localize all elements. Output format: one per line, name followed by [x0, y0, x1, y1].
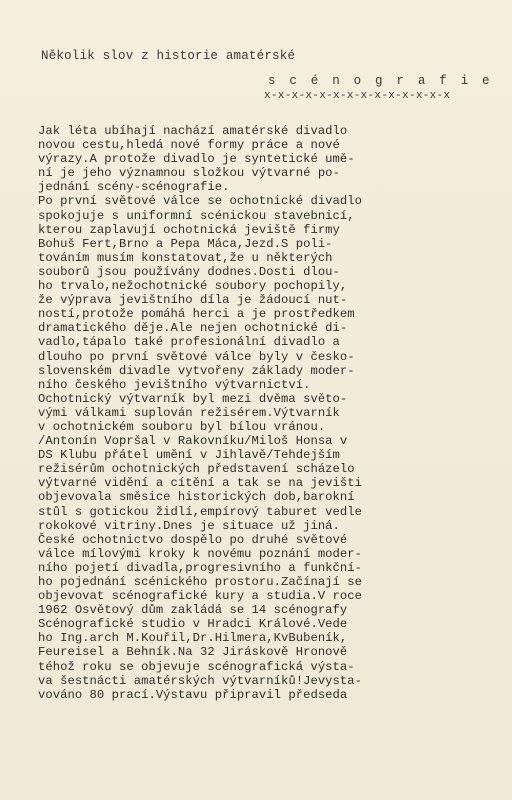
text-line: Scénografické studio v Hradci Králové.Vede: [38, 617, 348, 632]
text-line: v ochotnickém souboru byl bílou vránou.: [38, 419, 326, 434]
text-line: jednání scény-scénografie.: [38, 180, 230, 195]
text-line: vováno 80 prací.Výstavu připravil předseda: [38, 687, 348, 702]
text-line: stůl s gotickou židlí,empírový taburet vedle: [38, 504, 363, 519]
text-line: Ochotnický výtvarník byl mezi dvěma světo-: [38, 391, 348, 406]
text-line: 1962 Osvětový dům zakládá se 14 scénografy: [38, 603, 348, 618]
text-line: válce mílovými kroky k novému poznání moder-: [38, 546, 363, 561]
text-line: ností,protože pomáhá herci a je prostředkem: [38, 307, 355, 322]
text-line: objevovala směsice historických dob,barokní: [38, 490, 355, 505]
text-line: rokokové vitriny.Dnes je situace už jiná.: [38, 518, 340, 533]
text-line: vadlo,tápalo také profesionální divadlo a: [38, 335, 340, 350]
text-line: Feureisel a Behník.Na 32 Jiráskově Hronově: [38, 645, 348, 660]
text-line: Po první světové válce se ochotnické divadlo: [38, 194, 363, 209]
text-line: vými válkami suplován režisérem.Výtvarník: [38, 405, 340, 420]
text-line: ní je jeho významnou složkou výtvarné po-: [38, 166, 340, 181]
text-line: souborů jsou používány dodnes.Dosti dlou-: [38, 264, 340, 279]
document-title: Několik slov z historie amatérské: [41, 49, 296, 63]
subtitle-underline: x-x-x-x-x-x-x-x-x-x-x-x-x-x: [264, 90, 451, 102]
text-line: /Antonín Vopršal v Rakovníku/Miloš Honsa v: [38, 434, 348, 449]
text-line: továním musím konstatovat,že u některých: [38, 250, 333, 265]
text-line: spokojuje s uniformní scénickou stavebnicí,: [38, 208, 355, 223]
text-line: téhož roku se objevuje scénografická výsta-: [38, 659, 355, 674]
document-body: [38, 124, 478, 702]
text-line: ho pojednání scénického prostoru.Začínají se: [38, 575, 363, 589]
text-line: že výprava jevištního díla je žádoucí nut-: [38, 293, 348, 308]
text-line: Jak léta ubíhají nachází amatérské divadlo: [38, 124, 348, 138]
text-line: České ochotnictvo dospělo po druhé světové: [38, 532, 348, 547]
text-line: ního českého jevištního výtvarnictví.: [38, 377, 311, 392]
text-line: výrazy.A protože divadlo je syntetické umě-: [38, 152, 355, 167]
text-line: režisérům ochotnických představení scházelo: [38, 462, 355, 477]
text-line: ního pojetí divadla,progresivního a funkční-: [38, 560, 363, 575]
text-line: výtvarné vidění a cítění a tak se na jevišti: [38, 476, 363, 491]
text-line: slovenském divadle vytvořeny základy moder-: [38, 363, 355, 378]
text-line: novou cestu,hledá nové formy práce a nové: [38, 138, 340, 153]
document-subtitle: s c é n o g r a f i e: [268, 74, 493, 88]
text-line: va šestnácti amatérských výtvarníků!Jevysta-: [38, 673, 363, 688]
text-line: Bohuš Fert,Brno a Pepa Máca,Jezd.S poli-: [38, 236, 333, 251]
text-line: ho Ing.arch M.Kouřil,Dr.Hilmera,KvBubeník,: [38, 631, 348, 646]
text-line: DS Klubu přátel umění v Jihlavě/Tehdejším: [38, 448, 340, 463]
text-line: dramatického děje.Ale nejen ochotnické di-: [38, 321, 348, 336]
text-line: ho trvalo,nežochotnické soubory pochopily,: [38, 279, 348, 294]
text-line: dlouho po první světové válce byly v česko-: [38, 349, 355, 364]
text-line: objevovat scénografické kury a studia.V roce: [38, 589, 363, 604]
text-line: kterou zaplavují ochotnická jeviště firmy: [38, 222, 340, 237]
